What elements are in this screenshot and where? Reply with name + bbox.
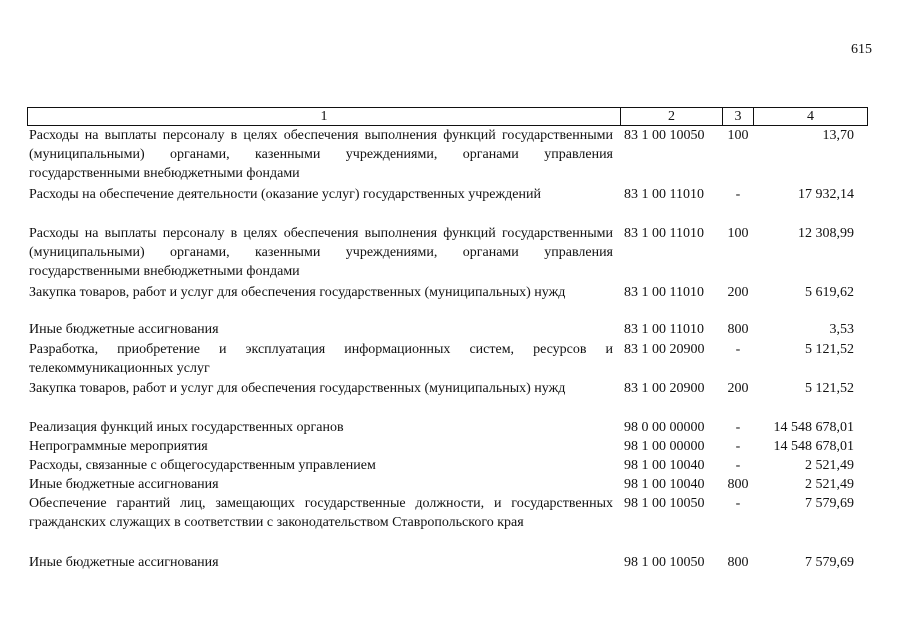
- table-header: [27, 107, 868, 126]
- row-code: 98 1 00 10040: [624, 477, 705, 492]
- row-description: Закупка товаров, работ и услуг для обеспечения государственных (муниципальных) нужд: [29, 285, 566, 300]
- row-amount: 5 121,52: [805, 381, 854, 396]
- row-description: Расходы, связанные с общегосударственным управлением: [29, 458, 376, 473]
- row-expense-type: 100: [727, 226, 749, 241]
- row-expense-type: -: [735, 439, 741, 454]
- header-col-4: 4: [807, 109, 814, 124]
- row-expense-type: 800: [727, 322, 749, 337]
- row-code: 83 1 00 11010: [624, 187, 704, 202]
- row-amount: 2 521,49: [805, 477, 854, 492]
- row-amount: 14 548 678,01: [773, 439, 854, 454]
- row-description: Закупка товаров, работ и услуг для обеспечения государственных (муниципальных) нужд: [29, 381, 566, 396]
- row-code: 83 1 00 11010: [624, 285, 704, 300]
- row-amount: 7 579,69: [805, 496, 854, 511]
- row-description: Непрограммные мероприятия: [29, 439, 208, 454]
- page-number: 615: [851, 42, 872, 57]
- header-col-2: 2: [621, 108, 723, 125]
- row-description: Разработка, приобретение и эксплуатация информационных систем, ресурсов и телекоммуникационных услуг: [29, 342, 613, 376]
- row-description: Иные бюджетные ассигнования: [29, 555, 219, 570]
- row-code: 83 1 00 11010: [624, 322, 704, 337]
- row-amount: 17 932,14: [798, 187, 854, 202]
- row-code: 98 1 00 10050: [624, 496, 705, 511]
- row-description: Реализация функций иных государственных органов: [29, 420, 344, 435]
- row-code: 83 1 00 20900: [624, 342, 705, 357]
- header-col-3: 3: [723, 108, 754, 125]
- row-expense-type: 200: [727, 285, 749, 300]
- row-description: Расходы на обеспечение деятельности (оказание услуг) государственных учреждений: [29, 187, 541, 202]
- row-description: Иные бюджетные ассигнования: [29, 322, 219, 337]
- row-expense-type: -: [735, 496, 741, 511]
- row-code: 98 1 00 10050: [624, 555, 705, 570]
- row-expense-type: -: [735, 420, 741, 435]
- row-amount: 12 308,99: [798, 226, 854, 241]
- row-amount: 5 121,52: [805, 342, 854, 357]
- row-description: Расходы на выплаты персоналу в целях обеспечения выполнения функций государственными (муниципальными) органами, казенными учреждениями, органами управления государственными внебюджетными фондами: [29, 128, 613, 181]
- row-amount: 2 521,49: [805, 458, 854, 473]
- row-code: 98 1 00 00000: [624, 439, 705, 454]
- row-description: Иные бюджетные ассигнования: [29, 477, 219, 492]
- row-expense-type: -: [735, 187, 741, 202]
- row-amount: 3,53: [829, 322, 854, 337]
- row-expense-type: 200: [727, 381, 749, 396]
- row-amount: 7 579,69: [805, 555, 854, 570]
- row-code: 83 1 00 11010: [624, 226, 704, 241]
- row-description: Расходы на выплаты персоналу в целях обеспечения выполнения функций государственными (муниципальными) органами, казенными учреждениями, органами управления государственными внебюджетными фондами: [29, 226, 613, 279]
- header-col-1: 1: [28, 108, 621, 125]
- row-expense-type: 800: [727, 555, 749, 570]
- row-amount: 14 548 678,01: [773, 420, 854, 435]
- row-code: 83 1 00 10050: [624, 128, 705, 143]
- row-code: 98 1 00 10040: [624, 458, 705, 473]
- row-code: 98 0 00 00000: [624, 420, 705, 435]
- row-description: Обеспечение гарантий лиц, замещающих государственные должности, и государственных гражданских служащих в соответствии с законодательством Ставропольского края: [29, 496, 613, 530]
- row-code: 83 1 00 20900: [624, 381, 705, 396]
- row-expense-type: 800: [727, 477, 749, 492]
- row-expense-type: -: [735, 458, 741, 473]
- row-amount: 5 619,62: [805, 285, 854, 300]
- row-expense-type: -: [735, 342, 741, 357]
- row-amount: 13,70: [822, 128, 854, 143]
- row-expense-type: 100: [727, 128, 749, 143]
